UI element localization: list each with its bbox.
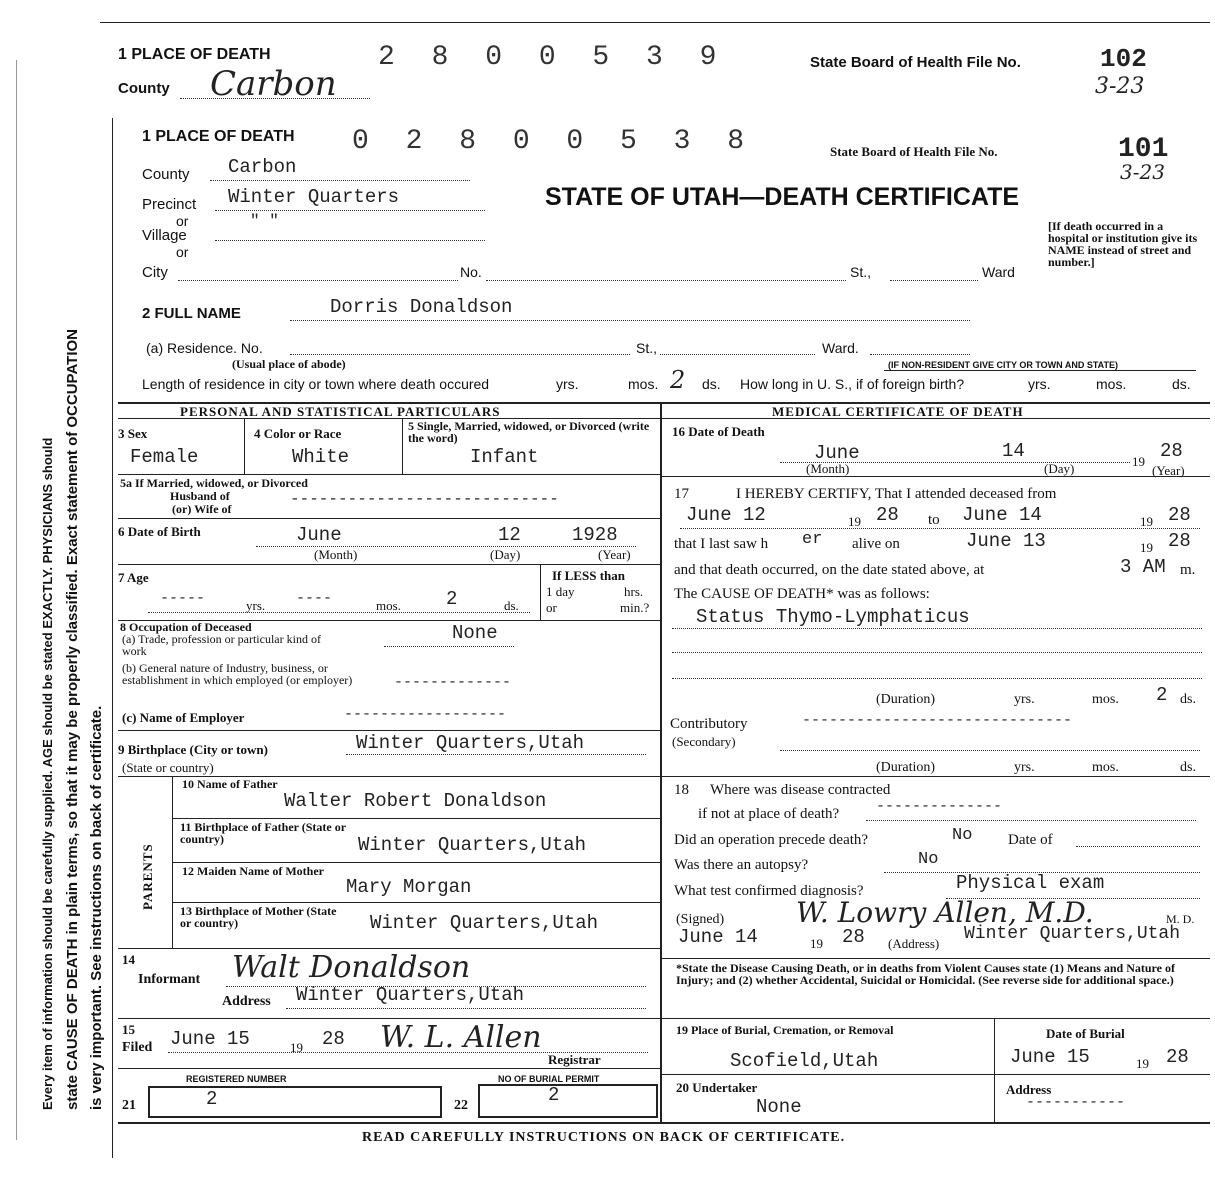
signed-address-value: Winter Quarters,Utah [964,924,1181,944]
length-ds: ds. [702,376,721,392]
dob-year-cap: (Year) [598,547,631,562]
filed-signature: W. L. Allen [380,1020,542,1055]
contrib-sub: (Secondary) [672,734,736,749]
nonres-line [884,370,1196,371]
row-occ-bottom [118,730,660,731]
marital-value: Infant [470,446,539,468]
residence-usual: (Usual place of abode) [232,357,346,371]
precinct-line [215,210,485,211]
signed-date: June 14 [678,926,758,948]
father-label: 10 Name of Father [182,777,278,791]
signed-year: 28 [842,926,865,948]
saw-er: er [802,530,823,549]
residence-ward-line [870,354,970,355]
residence-label: (a) Residence. No. [146,340,263,356]
saw-19: 19 [1140,540,1153,555]
less-day: 1 day [546,584,575,599]
spouse-label-c: (or) Wife of [172,502,232,516]
to-label: to [928,512,940,528]
personal-heading: PERSONAL AND STATISTICAL PARTICULARS [180,404,501,419]
cause-line-3 [672,678,1202,679]
file-sub: 3-23 [1120,160,1165,184]
q18-label: Where was disease contracted [710,782,891,798]
row-note-bottom [660,1018,1210,1019]
filed-year: 28 [322,1028,345,1050]
reg-number-value: 2 [206,1088,218,1110]
back-county-line [180,98,370,99]
autopsy-label: Was there an autopsy? [674,857,809,873]
burial-19: 19 [1136,1056,1149,1071]
und-address-value: ----------- [1026,1094,1126,1111]
age-yrs-value: ----- [160,590,206,607]
mother-bp-label: 13 Birthplace of Mother (State or country) [180,904,337,930]
less-label: If LESS than [552,568,625,583]
q18-no: 18 [674,782,689,798]
filed-19: 19 [290,1040,303,1055]
dob-month: June [296,524,342,546]
color-value: White [292,446,350,468]
father-bp-label: 11 Birthplace of Father (State or country) [180,820,346,846]
reg-number-box [148,1086,442,1118]
occ-value: None [452,622,498,644]
less-hrs: hrs. [624,584,644,599]
burial-date-label: Date of Burial [1046,1026,1125,1041]
dob-year: 1928 [572,524,618,546]
back-stamp-number: 2 8 0 0 5 3 9 [378,42,727,73]
time-value: 3 AM [1120,556,1166,578]
from-19: 19 [848,514,861,529]
residence-ward: Ward. [822,340,859,356]
grid-middle [660,402,662,1122]
registrar-label: Registrar [548,1052,601,1067]
residence-st-line [660,354,815,355]
occ-label: 8 Occupation of Deceased [120,620,252,634]
signed-19: 19 [810,936,823,951]
spouse-label-b: Husband of [170,489,230,503]
residence-nonres: (IF NON-RESIDENT GIVE CITY OR TOWN AND STATE) [888,360,1119,370]
mother-bp-value: Winter Quarters,Utah [370,912,599,934]
time-end: m. [1180,562,1196,578]
occ-b-label: (b) General nature of Industry, business, or establishment in which employed (or employer) [122,661,353,687]
medical-heading: MEDICAL CERTIFICATE OF DEATH [772,404,1024,419]
sex-label: 3 Sex [118,426,148,441]
residence-st: St., [636,340,658,356]
full-name-label: 2 FULL NAME [142,305,241,322]
cause-label: The CAUSE OF DEATH* was as follows: [674,586,930,602]
age-mos-value: ---- [296,590,333,607]
q18b-label: if not at place of death? [698,806,840,822]
occ-c-value: ------------------ [344,706,507,723]
parents-label: PARENTS [140,843,155,910]
hospital-note: [If death occurred in a hospital or institution give its NAME instead of street and number.] [1048,219,1198,269]
from-year: 28 [876,504,899,526]
mother-label: 12 Maiden Name of Mother [182,864,324,878]
precinct-label: Precinct [142,196,197,213]
age-mos: mos. [376,598,401,613]
test-value: Physical exam [956,872,1105,894]
file-label: State Board of Health File No. [830,144,998,159]
city-st-label: St., [850,264,872,280]
occ-line [384,646,514,647]
county-line [210,180,470,181]
contrib-label: Contributory [670,716,748,732]
to-date: June 14 [962,504,1042,526]
filed-label: Filed [122,1040,153,1055]
reg-no-label: REGISTERED NUMBER [186,1074,287,1084]
city-line [178,280,458,281]
reg-21: 21 [122,1098,136,1113]
signed-label: (Signed) [676,912,725,927]
village-label: Village [142,227,187,244]
us-label: How long in U. S., if of foreign birth? [740,376,965,392]
op-date-label: Date of [1008,832,1053,848]
city-no-line [486,280,846,281]
less-divider [540,564,541,620]
und-address-label: Address [1006,1082,1052,1097]
color-label: 4 Color or Race [254,426,342,441]
from-to-line [680,528,1200,529]
marital-label: 5 Single, Married, widowed, or Divorced (write the word) [408,419,650,445]
side-text-b: state CAUSE OF DEATH in plain terms, so that it may be properly classified. Exact statement of OCCUPATION [64,329,81,1110]
duration-label: (Duration) [876,692,936,707]
test-label: What test confirmed diagnosis? [674,883,864,899]
occ-b-value: ------------- [394,674,512,691]
precinct-value: Winter Quarters [228,186,400,208]
row-dob-bottom [118,564,660,565]
back-place-label: 1 PLACE OF DEATH [118,46,271,63]
cause-line-1 [672,628,1202,629]
village-line [215,240,485,241]
side-text-c: is very important. See instructions on back of certificate. [88,705,105,1110]
informant-value: Walt Donaldson [232,950,471,985]
sex-divider [244,418,245,474]
undertaker-value: None [756,1096,802,1118]
back-file-number: 102 [1100,44,1147,74]
footnote: *State the Disease Causing Death, or in deaths from Violent Causes state (1) Means and Nature of Injury; and (2) whether Accidental, Suicidal or Homicidal. (See reverse side for additional space.) [676,961,1175,987]
cert-text: I HEREBY CERTIFY, That I attended deceased from [736,486,1057,502]
birthplace-line [346,754,646,755]
or-1: or [176,213,189,229]
row-mother-bottom [172,902,660,903]
village-value: " " [250,212,279,230]
age-label: 7 Age [118,570,149,585]
file-number: 101 [1118,134,1169,165]
contrib-duration-label: (Duration) [876,760,936,775]
saw-label-b: alive on [852,536,900,552]
us-yrs: yrs. [1028,376,1051,392]
duration-yrs: yrs. [1014,692,1035,707]
informant-label: Informant [138,972,201,987]
back-file-label: State Board of Health File No. [810,54,1021,71]
dob-label: 6 Date of Birth [118,524,201,539]
county-label: County [142,166,190,183]
to-19: 19 [1140,514,1153,529]
op-label: Did an operation precede death? [674,832,869,848]
address-label: Address [222,994,271,1009]
length-ds-value: 2 [670,366,686,394]
burial-label: 19 Place of Burial, Cremation, or Removal [676,1023,894,1037]
residence-line [290,354,630,355]
from-date: June 12 [686,504,766,526]
signed-value: W. Lowry Allen, M.D. [796,896,1094,929]
dob-day: 12 [498,524,521,546]
dod-day-cap: (Day) [1044,461,1075,476]
spouse-label-a: 5a If Married, widowed, or Divorced [120,476,308,490]
age-ds: ds. [504,598,519,613]
row-signed-bottom [660,958,1210,959]
full-name-value: Dorris Donaldson [330,296,513,318]
dob-line [256,546,636,547]
spouse-value: ---------------------------- [290,490,559,508]
birthplace-label: 9 Birthplace (City or town) [118,742,268,757]
row-parents-bottom [118,948,660,949]
row-spouse-bottom [118,518,660,519]
read-instructions: READ CAREFULLY INSTRUCTIONS ON BACK OF CERTIFICATE. [362,1130,846,1145]
burial-value: Scofield,Utah [730,1050,879,1072]
city-ward-label: Ward [982,264,1015,280]
duration-mos: mos. [1092,692,1119,707]
row-father-bottom [172,818,660,819]
occurred-label: and that death occurred, on the date stated above, at [674,562,985,578]
duration-ds: ds. [1180,692,1196,707]
cause-line-2 [672,652,1202,653]
father-value: Walter Robert Donaldson [284,790,547,812]
burial-divider [994,1018,995,1122]
signed-address-label: (Address) [888,936,940,951]
cause-value: Status Thymo-Lymphaticus [696,606,970,628]
address-line [286,1008,646,1009]
duration-ds-value: 2 [1156,684,1168,706]
saw-label-a: that I last saw h [674,536,769,552]
stamp-number: 0 2 8 0 0 5 3 8 [352,126,755,157]
dod-day: 14 [1002,440,1025,462]
contrib-duration-ds: ds. [1180,760,1196,775]
place-label: 1 PLACE OF DEATH [142,128,295,145]
row-father-bp-bottom [172,862,660,863]
us-ds: ds. [1172,376,1191,392]
back-file-sub: 3-23 [1095,74,1145,99]
age-line [148,612,530,613]
back-county-label: County [118,80,170,97]
dod-year-cap: (Year) [1152,463,1185,478]
cert-no: 17 [674,486,689,502]
length-yrs: yrs. [556,376,579,392]
or-2: or [176,244,189,260]
contrib-duration-yrs: yrs. [1014,760,1035,775]
q18-line [866,820,1196,821]
row-cause-bottom [660,776,1210,777]
row-sex-bottom [118,474,660,475]
contrib-value: ------------------------------ [802,712,1073,729]
filed-date: June 15 [170,1028,250,1050]
permit-box [478,1084,658,1118]
less-or: or [546,600,557,615]
row-informant-bottom [118,1018,660,1019]
op-value: No [952,826,973,845]
city-label: City [142,264,168,281]
dod-month-cap: (Month) [806,461,850,476]
burial-date: June 15 [1010,1046,1090,1068]
length-label: Length of residence in city or town where death occured [142,376,490,392]
row-dod-bottom [660,476,1210,477]
op-date-line [1076,846,1200,847]
grid-bottom [118,1122,1210,1124]
row-filed-bottom [118,1068,660,1069]
dod-19: 19 [1132,454,1145,469]
dob-day-cap: (Day) [490,547,521,562]
us-mos: mos. [1096,376,1127,392]
side-text-a: Every item of information should be carefully supplied. AGE should be stated EXACTLY. PHYSICIANS should [40,437,55,1110]
autopsy-value: No [918,850,939,869]
occ-a-label: (a) Trade, profession or particular kind of work [122,632,321,658]
birthplace-value: Winter Quarters,Utah [356,732,585,754]
saw-date: June 13 [966,530,1046,552]
less-min: min.? [620,600,650,615]
q18-value: -------------- [876,798,1003,815]
father-bp-value: Winter Quarters,Utah [358,834,587,856]
to-year: 28 [1168,504,1191,526]
undertaker-label: 20 Undertaker [676,1080,758,1095]
dod-label: 16 Date of Death [672,424,765,439]
age-ds-value: 2 [446,588,458,610]
address-value: Winter Quarters,Utah [296,984,525,1006]
back-card-edge [100,22,1210,23]
md-label: M. D. [1166,912,1195,926]
permit-22: 22 [454,1098,468,1113]
mother-value: Mary Morgan [346,876,472,898]
dod-month: June [814,442,860,464]
dob-month-cap: (Month) [314,547,358,562]
birthplace-sub: (State or country) [122,760,214,775]
sex-value: Female [130,446,199,468]
row-burial-bottom [660,1074,1210,1075]
certificate-title: STATE OF UTAH—DEATH CERTIFICATE [545,183,1020,211]
filed-no: 15 [122,1022,135,1037]
full-name-line [290,320,970,321]
main-card-left-edge [112,118,113,1158]
city-st-line [890,280,978,281]
city-no-label: No. [460,264,482,280]
age-yrs: yrs. [246,598,266,613]
contrib-line [780,750,1200,751]
dod-year: 28 [1160,440,1183,462]
saw-year: 28 [1168,530,1191,552]
permit-value: 2 [548,1084,560,1106]
color-divider [402,418,403,474]
back-county-value: Carbon [210,64,337,104]
county-value: Carbon [228,156,297,178]
occ-c-label: (c) Name of Employer [122,710,245,725]
contrib-duration-mos: mos. [1092,760,1119,775]
side-fold-line [16,60,17,1140]
burial-year: 28 [1166,1046,1189,1068]
permit-label: NO OF BURIAL PERMIT [498,1074,600,1084]
informant-no: 14 [122,952,135,967]
length-mos: mos. [628,376,659,392]
